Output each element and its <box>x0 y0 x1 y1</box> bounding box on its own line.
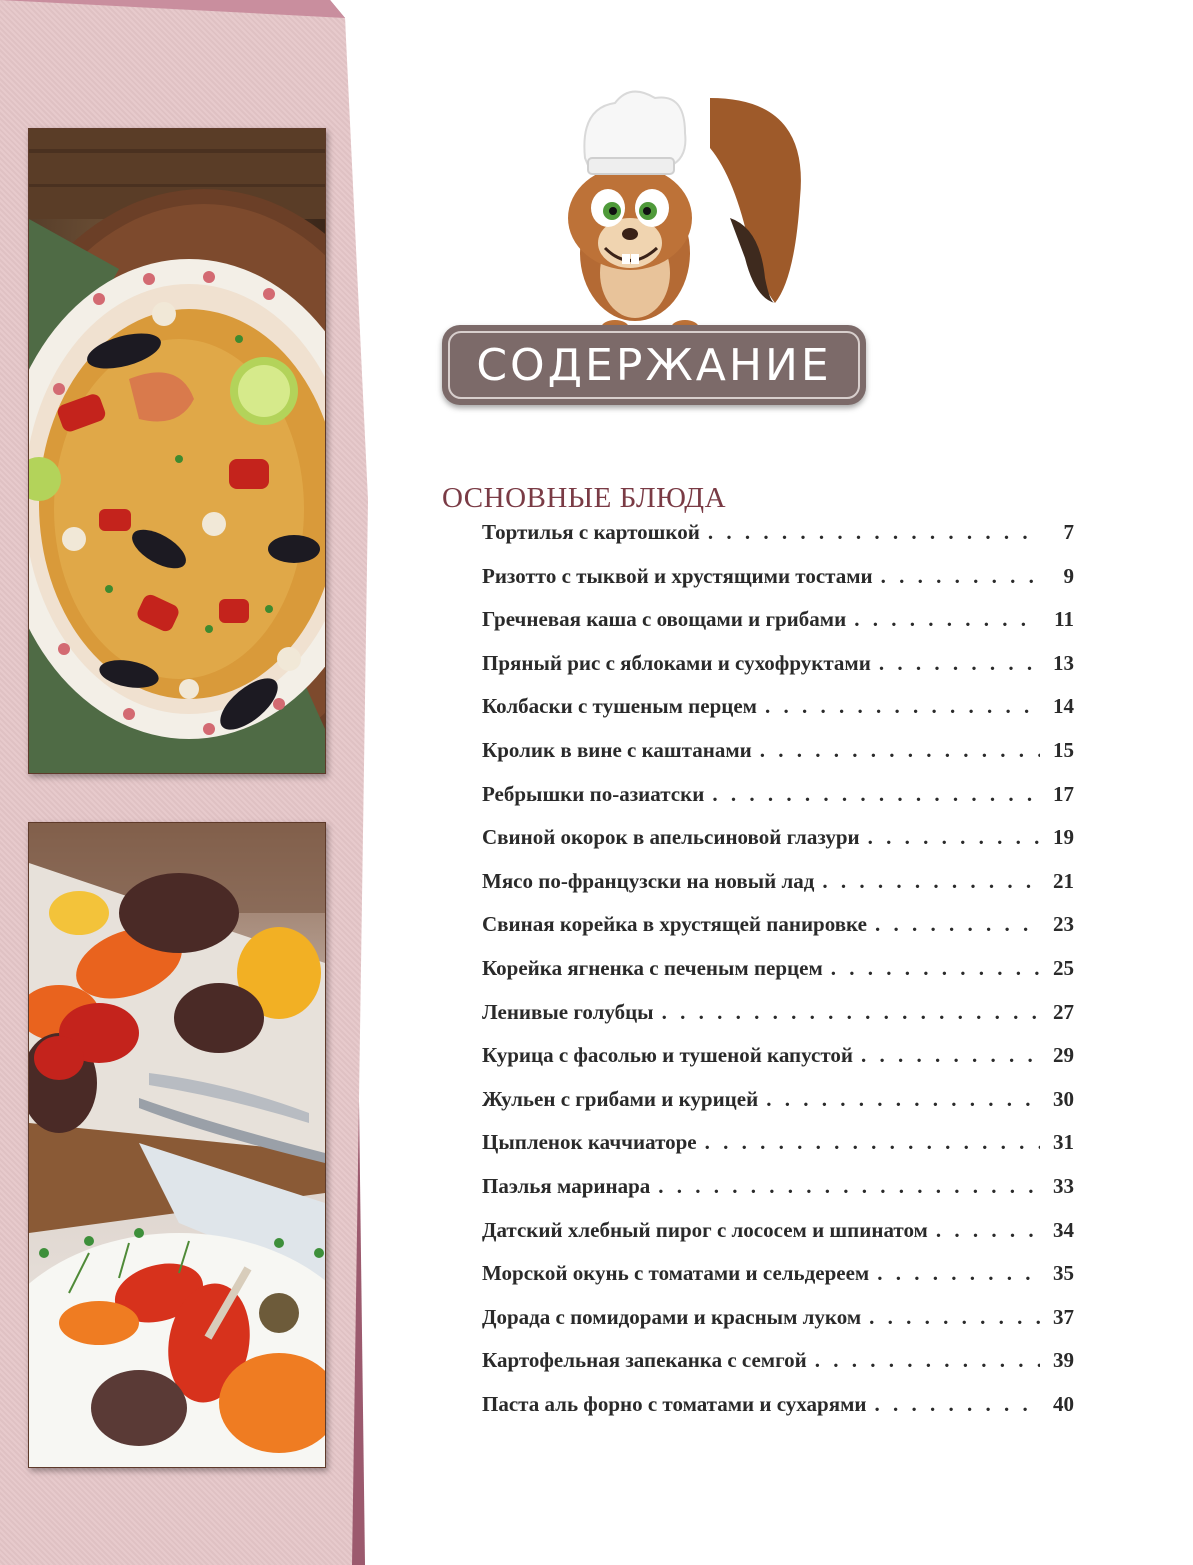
toc-entry[interactable] <box>482 1305 1074 1349</box>
toc-entry-page: 34 <box>1053 1217 1074 1242</box>
toc-entry[interactable] <box>482 607 1074 651</box>
toc-entry-title: Дорада с помидорами и красным луком <box>482 1304 862 1329</box>
toc-entry-title: Ризотто с тыквой и хрустящими тостами <box>482 563 873 588</box>
toc-dot-leader <box>708 520 1040 545</box>
toc-dot-leader <box>760 738 1040 763</box>
toc-entry[interactable] <box>482 956 1074 1000</box>
toc-list <box>482 520 1074 1435</box>
toc-dot-leader <box>831 956 1040 981</box>
toc-entry-title: Корейка ягненка с печеным перцем <box>482 955 823 980</box>
toc-entry[interactable] <box>482 782 1074 826</box>
toc-entry-title: Паэлья маринара <box>482 1173 651 1198</box>
toc-entry-page: 17 <box>1053 781 1074 806</box>
toc-dot-leader <box>877 1261 1040 1286</box>
toc-dot-leader <box>881 564 1040 589</box>
toc-entry-title: Датский хлебный пирог с лососем и шпинатом <box>482 1217 928 1242</box>
toc-entry-title: Кролик в вине с каштанами <box>482 737 752 762</box>
toc-entry-title: Паста аль форно с томатами и сухарями <box>482 1391 867 1416</box>
toc-dot-leader <box>658 1174 1040 1199</box>
toc-entry[interactable] <box>482 1087 1074 1131</box>
toc-dot-leader <box>815 1348 1040 1373</box>
toc-entry[interactable] <box>482 1000 1074 1044</box>
lamb-chops-photo <box>28 822 326 1468</box>
toc-entry-title: Пряный рис с яблоками и сухофруктами <box>482 650 871 675</box>
toc-dot-leader <box>869 1305 1040 1330</box>
toc-entry[interactable] <box>482 1174 1074 1218</box>
toc-entry-title: Свиная корейка в хрустящей панировке <box>482 912 867 937</box>
toc-entry-page: 19 <box>1053 825 1074 850</box>
toc-entry-page: 30 <box>1053 1086 1074 1111</box>
toc-entry[interactable] <box>482 1261 1074 1305</box>
toc-entry-page: 39 <box>1053 1348 1074 1373</box>
toc-entry-page: 27 <box>1053 999 1074 1024</box>
toc-entry-title: Колбаски с тушеным перцем <box>482 694 757 719</box>
toc-entry-page: 13 <box>1053 650 1074 675</box>
toc-entry-page: 23 <box>1053 912 1074 937</box>
toc-entry-page: 37 <box>1053 1304 1074 1329</box>
toc-entry-page: 40 <box>1053 1391 1074 1416</box>
toc-entry[interactable] <box>482 912 1074 956</box>
toc-entry-title: Тортилья с картошкой <box>482 520 700 544</box>
toc-entry-page: 14 <box>1053 694 1074 719</box>
toc-dot-leader <box>766 1087 1040 1112</box>
chef-squirrel-mascot <box>560 78 810 338</box>
toc-dot-leader <box>662 1000 1040 1025</box>
toc-entry[interactable] <box>482 738 1074 782</box>
toc-entry-page: 21 <box>1053 868 1074 893</box>
toc-entry[interactable] <box>482 1043 1074 1087</box>
toc-entry-title: Мясо по-французски на новый лад <box>482 868 815 893</box>
toc-entry-title: Картофельная запеканка с семгой <box>482 1348 807 1373</box>
toc-dot-leader <box>861 1043 1040 1068</box>
toc-dot-leader <box>874 1392 1040 1417</box>
toc-entry-page: 33 <box>1053 1173 1074 1198</box>
toc-entry-page: 29 <box>1053 1043 1074 1068</box>
toc-dot-leader <box>875 912 1040 937</box>
toc-dot-leader <box>822 869 1040 894</box>
toc-entry-title: Жульен с грибами и курицей <box>482 1086 759 1111</box>
toc-entry-title: Ленивые голубцы <box>482 999 654 1024</box>
toc-entry[interactable] <box>482 1392 1074 1436</box>
toc-dot-leader <box>868 825 1040 850</box>
toc-entry-title: Цыпленок каччиаторе <box>482 1130 697 1155</box>
toc-entry[interactable] <box>482 1348 1074 1392</box>
toc-entry-title: Гречневая каша с овощами и грибами <box>482 607 847 632</box>
toc-dot-leader <box>705 1130 1040 1155</box>
toc-dot-leader <box>712 782 1040 807</box>
toc-entry[interactable] <box>482 825 1074 869</box>
toc-entry-page: 35 <box>1053 1261 1074 1286</box>
toc-dot-leader <box>936 1218 1040 1243</box>
toc-dot-leader <box>765 694 1040 719</box>
toc-entry[interactable] <box>482 1130 1074 1174</box>
toc-entry[interactable] <box>482 694 1074 738</box>
toc-dot-leader <box>879 651 1040 676</box>
toc-entry-title: Курица с фасолью и тушеной капустой <box>482 1043 853 1068</box>
toc-entry[interactable] <box>482 651 1074 695</box>
toc-entry-title: Ребрышки по-азиатски <box>482 781 705 806</box>
toc-entry-page: 11 <box>1054 607 1074 632</box>
toc-entry-page: 7 <box>1063 520 1074 544</box>
paella-photo <box>28 128 326 774</box>
section-heading: ОСНОВНЫЕ БЛЮДА <box>442 482 727 514</box>
toc-entry-page: 15 <box>1053 737 1074 762</box>
toc-dot-leader <box>854 607 1040 632</box>
title-plate-border <box>448 331 860 399</box>
toc-entry-title: Морской окунь с томатами и сельдереем <box>482 1261 870 1286</box>
toc-entry-page: 25 <box>1053 955 1074 980</box>
toc-entry[interactable] <box>482 520 1074 564</box>
toc-entry-title: Свиной окорок в апельсиновой глазури <box>482 825 860 850</box>
toc-entry-page: 31 <box>1053 1130 1074 1155</box>
contents-title-plate <box>442 325 866 405</box>
toc-entry[interactable] <box>482 564 1074 608</box>
toc-entry-page: 9 <box>1063 563 1074 588</box>
toc-entry[interactable] <box>482 869 1074 913</box>
toc-entry[interactable] <box>482 1218 1074 1262</box>
page-title: СОДЕРЖАНИЕ <box>476 339 832 391</box>
